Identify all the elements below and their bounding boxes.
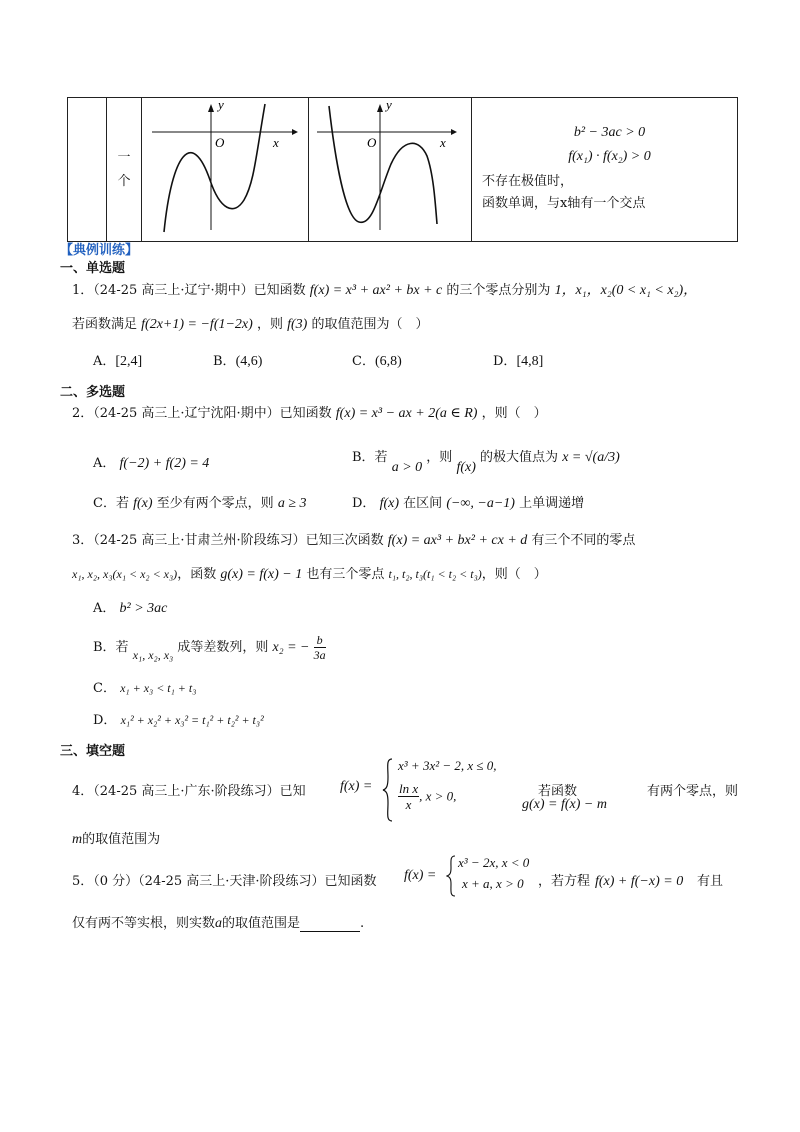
y-axis-label: y xyxy=(386,98,392,112)
option-label: A． xyxy=(93,456,116,471)
option-text: 的极大值点为 xyxy=(480,450,559,465)
q3-tzeros: t₁, t₂, t₃(t₁ < t₂ < t₃) xyxy=(388,567,482,581)
option-label: D． xyxy=(493,354,517,369)
option-value: (4,6) xyxy=(235,354,263,369)
q3-func: f(x) = ax³ + bx² + cx + d xyxy=(387,533,528,548)
q5-line2 xyxy=(72,912,364,932)
answer-blank[interactable] xyxy=(300,917,360,932)
q3-line1 xyxy=(72,529,635,549)
q4-case1: x³ + 3x² − 2, x ≤ 0, xyxy=(398,758,497,773)
option-label: D． xyxy=(352,496,376,511)
q4-case2 xyxy=(398,781,456,812)
option-label: A． xyxy=(93,601,116,616)
table-cell-empty xyxy=(68,98,107,242)
option-text: 至少有两个零点，则 xyxy=(156,496,274,511)
q5-mid: ，若方程 xyxy=(538,874,591,889)
q1-condition: f(2x+1) = −f(1−2x) xyxy=(141,317,253,332)
q1-stem2: 若函数满足 xyxy=(72,317,138,332)
q3-option-d[interactable] xyxy=(93,709,264,728)
option-value: (6,8) xyxy=(374,354,402,369)
q2-func: f(x) = x³ − ax + 2(a ∈ R) xyxy=(335,406,478,421)
q1-option-d[interactable] xyxy=(493,350,543,370)
x-axis-label: x xyxy=(273,135,279,150)
q3-option-c[interactable] xyxy=(93,677,196,696)
option-vars: x₁, x₂, x₃ xyxy=(132,648,174,662)
q1-zeros: 1，x₁，x₂(0 < x₁ < x₂)， xyxy=(554,283,698,298)
table-cell-label xyxy=(107,98,142,242)
option-value: a ≥ 3 xyxy=(277,496,307,511)
q5-equation: f(x) + f(−x) = 0 xyxy=(595,874,684,889)
option-text: 成等差数列，则 xyxy=(177,640,269,655)
fraction-denominator: 3a xyxy=(313,648,326,662)
summary-table xyxy=(67,97,738,242)
q5-case2: x + a, x > 0 xyxy=(462,876,524,891)
q1-stem2c: 的取值范围为（ ） xyxy=(311,317,429,332)
q1-option-c[interactable] xyxy=(352,350,402,370)
fraction-numerator: ln x xyxy=(399,781,419,796)
option-value: [2,4] xyxy=(115,354,143,369)
q5-line2-a: 仅有两不等实根，则实数 xyxy=(72,916,216,931)
fraction-denominator: x xyxy=(405,797,412,812)
y-axis-label: y xyxy=(218,98,224,112)
section-title: 【典例训练】 xyxy=(60,243,139,258)
origin-label: O xyxy=(367,135,377,150)
q3-line2 xyxy=(72,563,547,583)
condition-product: f(x₁) · f(x₂) > 0 xyxy=(568,148,651,164)
q1-line1 xyxy=(72,279,697,299)
q3-stem: 3．（24-25 高三上·甘肃兰州·阶段练习）已知三次函数 xyxy=(72,533,384,548)
q1-option-b[interactable] xyxy=(213,350,262,370)
q4-line2 xyxy=(72,828,160,848)
table-cell-graph2 xyxy=(309,98,472,242)
q5-var-a: a xyxy=(215,916,223,931)
table-cell-conditions xyxy=(472,98,738,242)
q2-option-d[interactable] xyxy=(352,492,584,512)
q5-line2-b: 的取值范围是 xyxy=(222,916,301,931)
q4-case2-tail: , x > 0, xyxy=(419,788,457,804)
q2-stem-end: ，则（ ） xyxy=(481,406,547,421)
q3-option-b[interactable] xyxy=(93,633,326,662)
option-label: B．若 xyxy=(352,450,388,465)
option-interval: (−∞, −a−1) xyxy=(446,496,515,511)
row-label: 一 个 xyxy=(117,149,131,189)
part3-title: 三、填空题 xyxy=(60,744,126,759)
q3-stem2b: 也有三个零点 xyxy=(306,567,385,582)
q3-zeros: x₁, x₂, x₃(x₁ < x₂ < x₃) xyxy=(72,567,178,581)
q4-stem: 4．（24-25 高三上·广东·阶段练习）已知 xyxy=(72,784,306,799)
q1-stem-b: 的三个零点分别为 xyxy=(446,283,551,298)
q5-line2-end: . xyxy=(360,916,365,931)
q2-option-a[interactable] xyxy=(93,452,209,472)
option-label: C． xyxy=(352,354,375,369)
option-fraction xyxy=(314,633,326,662)
option-label: B．若 xyxy=(93,640,129,655)
option-label: B． xyxy=(213,354,236,369)
option-value: b² > 3ac xyxy=(119,601,168,616)
option-label: C．若 xyxy=(93,496,129,511)
q1-stem2b: ，则 xyxy=(256,317,283,332)
option-label: D． xyxy=(93,713,117,728)
q4-case2-fraction xyxy=(398,781,419,812)
option-value: x₁ + x₃ < t₁ + t₃ xyxy=(120,681,197,695)
option-value: f(−2) + f(2) = 4 xyxy=(119,456,210,471)
table-cell-graph1 xyxy=(142,98,309,242)
q3-option-a[interactable] xyxy=(93,597,167,617)
note-no-extremum: 不存在极值时， xyxy=(482,173,574,189)
option-value: x₂ = − xyxy=(272,640,310,655)
q5-end: 有且 xyxy=(697,874,724,889)
option-text: 在区间 xyxy=(403,496,443,511)
q5-brace xyxy=(446,855,456,897)
q1-option-a[interactable] xyxy=(93,350,142,370)
q4-gfunc: g(x) = f(x) − m xyxy=(522,797,607,812)
cubic-graph-1 xyxy=(142,98,308,237)
q1-line2 xyxy=(72,313,428,333)
part2-title: 二、多选题 xyxy=(60,385,126,400)
q4-var-m: m xyxy=(72,832,83,847)
option-label: C． xyxy=(93,681,116,696)
option-func: f(x) xyxy=(133,496,153,511)
q2-option-c[interactable] xyxy=(93,492,307,512)
q3-stem2: ，函数 xyxy=(177,567,217,582)
option-condition: a > 0 xyxy=(391,460,423,475)
cubic-graph-2 xyxy=(309,98,471,237)
option-value: [4,8] xyxy=(516,354,544,369)
q4-line2-text: 的取值范围为 xyxy=(82,832,161,847)
option-label: A． xyxy=(93,354,116,369)
q4-mid: 若函数 xyxy=(538,784,578,799)
q3-stem-b: 有三个不同的零点 xyxy=(531,533,636,548)
option-value: x₁² + x₂² + x₃² = t₁² + t₂² + t₃² xyxy=(120,713,264,727)
x-axis-label: x xyxy=(440,135,446,150)
option-text-end: 上单调递增 xyxy=(519,496,585,511)
q4-fx: f(x) = xyxy=(340,779,373,794)
origin-label: O xyxy=(215,135,225,150)
q4-brace xyxy=(382,757,394,823)
q3-gfunc: g(x) = f(x) − 1 xyxy=(220,567,303,582)
option-func: f(x) xyxy=(379,496,400,511)
q2-option-b[interactable] xyxy=(352,446,620,475)
q3-stem2c: ，则（ ） xyxy=(481,567,547,582)
q1-target: f(3) xyxy=(287,317,308,332)
fraction-numerator: b xyxy=(314,633,326,648)
table-row xyxy=(68,98,738,242)
q5-fx: f(x) = xyxy=(404,868,437,883)
q4-end: 有两个零点，则 xyxy=(647,784,739,799)
option-mid: ，则 xyxy=(426,450,453,465)
q1-stem: 1．（24-25 高三上·辽宁·期中）已知函数 xyxy=(72,283,306,298)
q1-func: f(x) = x³ + ax² + bx + c xyxy=(309,283,443,298)
q2-stem-line xyxy=(72,402,547,422)
condition-discriminant: b² − 3ac > 0 xyxy=(573,124,646,140)
q5-case1: x³ − 2x, x < 0 xyxy=(458,855,530,870)
note-monotonic: 函数单调，与x轴有一个交点 xyxy=(482,195,646,211)
q5-stem: 5．（0 分）（24-25 高三上·天津·阶段练习）已知函数 xyxy=(72,874,377,889)
option-value: x = √(a/3) xyxy=(562,450,620,465)
part1-title: 一、单选题 xyxy=(60,261,126,276)
option-func: f(x) xyxy=(456,460,476,475)
q2-stem: 2．（24-25 高三上·辽宁沈阳·期中）已知函数 xyxy=(72,406,332,421)
